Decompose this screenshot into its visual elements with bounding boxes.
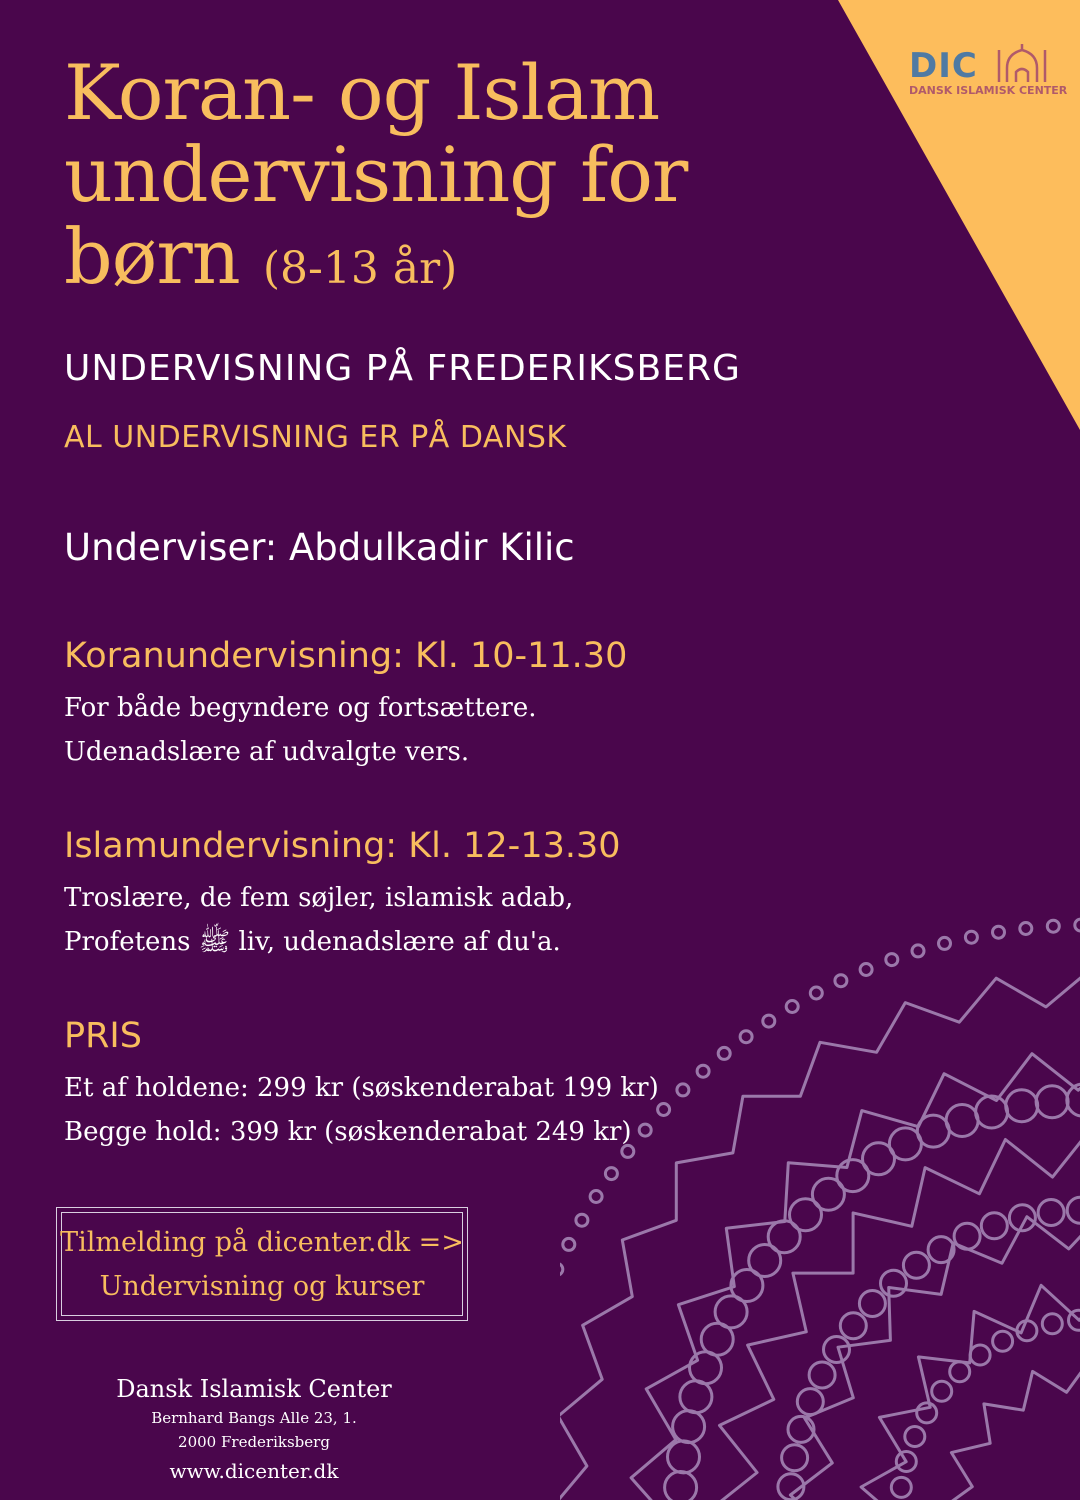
price-line-2: Begge hold: 399 kr (søskenderabat 249 kr): [64, 1117, 632, 1147]
mandala-petal: [840, 1313, 866, 1339]
mandala-dot: [560, 1263, 563, 1275]
mandala-petal: [797, 1389, 823, 1415]
mandala-petal: [954, 1223, 980, 1249]
mandala-petal: [1042, 1314, 1062, 1334]
koran-heading: Koranundervisning: Kl. 10-11.30: [64, 636, 628, 676]
mandala-dot: [718, 1047, 730, 1059]
poster-title: [64, 48, 784, 310]
mandala-dot: [740, 1031, 752, 1043]
mandala-petal: [903, 1252, 929, 1278]
mandala-petal: [970, 1345, 990, 1365]
mandala-petal: [668, 1441, 700, 1473]
mandala-dot: [658, 1104, 670, 1116]
logo-subtitle: DANSK ISLAMISK CENTER: [909, 84, 1068, 97]
dic-logo: [905, 44, 1070, 100]
logo-mark: DIC: [909, 46, 978, 86]
mandala-dot: [886, 954, 898, 966]
mosque-icon: [991, 44, 1053, 84]
islam-line-2: Profetens ﷺ liv, udenadslære af du'a.: [64, 927, 561, 957]
mandala-petal: [976, 1096, 1008, 1128]
mandala-dot: [1020, 923, 1032, 935]
mandala-petal: [680, 1381, 712, 1413]
mandala-dot: [835, 975, 847, 987]
mandala-dot: [605, 1168, 617, 1180]
mandala-dot: [860, 964, 872, 976]
koran-line-1: For både begyndere og fortsættere.: [64, 693, 537, 723]
mandala-petal: [946, 1105, 978, 1137]
mandala-petal: [665, 1472, 697, 1500]
koran-description: [64, 686, 536, 774]
title-line-3: børn: [64, 212, 240, 301]
mandala-dot: [993, 926, 1005, 938]
mandala-petal: [950, 1362, 970, 1382]
mandala-dot: [697, 1065, 709, 1077]
mandala-dot: [965, 931, 977, 943]
mandala-dot: [1075, 919, 1080, 931]
mandala-ornament: [560, 890, 1080, 1500]
price-heading: PRIS: [64, 1016, 142, 1056]
title-line-1: Koran- og Islam: [64, 48, 660, 137]
mandala-petal: [809, 1362, 835, 1388]
age-range: (8-13 år): [262, 243, 458, 294]
islam-line-1: Troslære, de fem søjler, islamisk adab,: [64, 883, 574, 913]
islam-description: [64, 876, 573, 964]
mandala-dot: [810, 987, 822, 999]
mandala-petal: [932, 1381, 952, 1401]
registration-line-1: Tilmelding på dicenter.dk =>: [60, 1227, 464, 1258]
mandala-petal: [824, 1337, 850, 1363]
footer-name: Dansk Islamisk Center: [116, 1375, 392, 1403]
mandala-petal: [1038, 1200, 1064, 1226]
footer-address-2: 2000 Frederiksberg: [178, 1433, 330, 1451]
mandala-dot: [639, 1124, 651, 1136]
location-heading: UNDERVISNING PÅ FREDERIKSBERG: [64, 348, 741, 389]
price-line-1: Et af holdene: 299 kr (søskenderabat 199 kr): [64, 1073, 659, 1103]
mandala-petal: [917, 1403, 937, 1423]
mandala-petal: [673, 1411, 705, 1443]
mandala-petal: [993, 1331, 1013, 1351]
mandala-dot: [786, 1001, 798, 1013]
registration-line-2: Undervisning og kurser: [99, 1271, 425, 1302]
mandala-dot: [590, 1191, 602, 1203]
teacher-name: Underviser: Abdulkadir Kilic: [64, 526, 575, 569]
mandala-petal: [981, 1213, 1007, 1239]
mandala-dot: [622, 1145, 634, 1157]
mandala-petal: [891, 1477, 911, 1497]
mandala-petal: [859, 1291, 885, 1317]
title-line-2: undervisning for: [64, 130, 688, 219]
mandala-ring: [790, 1210, 1080, 1500]
mandala-petal: [1036, 1086, 1068, 1118]
mandala-dot: [912, 945, 924, 957]
mandala-petal: [917, 1115, 949, 1147]
mandala-dot: [576, 1214, 588, 1226]
mandala-petal: [1067, 1197, 1080, 1223]
footer-address-1: Bernhard Bangs Alle 23, 1.: [151, 1409, 357, 1427]
language-note: AL UNDERVISNING ER PÅ DANSK: [64, 420, 567, 455]
mandala-dot: [677, 1084, 689, 1096]
mandala-dot: [763, 1015, 775, 1027]
mandala-dot: [939, 937, 951, 949]
islam-heading: Islamundervisning: Kl. 12-13.30: [64, 826, 621, 866]
mandala-petal: [905, 1427, 925, 1447]
mandala-petal: [1006, 1090, 1038, 1122]
footer: [64, 1372, 444, 1488]
mandala-petal: [782, 1445, 808, 1471]
mandala-dot: [563, 1238, 575, 1250]
koran-line-2: Udenadslære af udvalgte vers.: [64, 737, 470, 767]
footer-website[interactable]: www.dicenter.dk: [169, 1459, 339, 1483]
mandala-petal: [881, 1270, 907, 1296]
mandala-dot: [1047, 920, 1059, 932]
registration-text: [56, 1221, 468, 1309]
registration-box[interactable]: [56, 1207, 468, 1321]
